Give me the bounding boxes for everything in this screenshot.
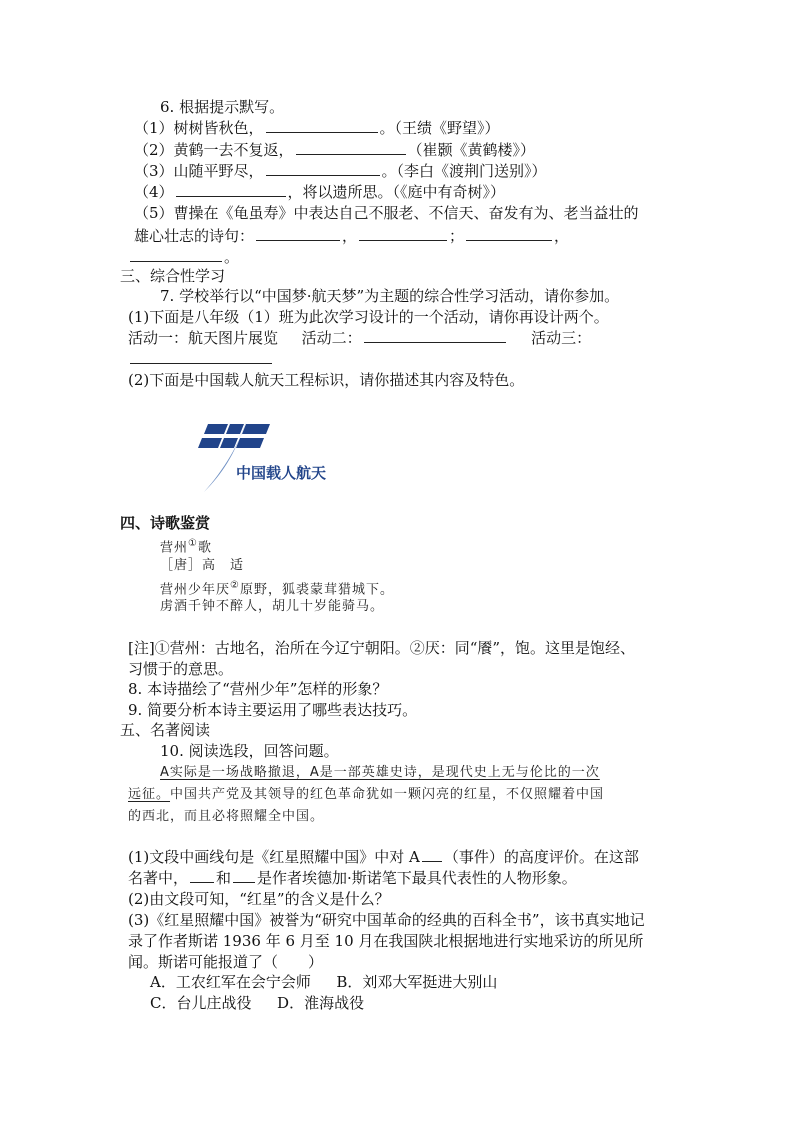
note-marker-2: ② <box>230 580 240 591</box>
q10-blank-person-2[interactable] <box>233 868 255 883</box>
punct-period: 。 <box>224 248 240 266</box>
excerpt-line-3: 的西北，而且必将照耀全中国。 <box>128 809 325 824</box>
q10-part-1-and: 和 <box>216 869 232 887</box>
poem-title <box>160 534 212 558</box>
option-a[interactable]: A．工农红军在会宁会师 <box>150 973 311 991</box>
q7-activities <box>128 328 591 348</box>
q6-item-5: （5）曹操在《龟虽寿》中表达自己不服老、不信天、奋发有为、老当益壮的 <box>134 204 639 222</box>
activity-2-blank[interactable] <box>364 328 506 343</box>
q6-item-5-end <box>128 247 239 267</box>
section-3-heading: 三、综合性学习 <box>120 267 226 285</box>
q10-options-row-1 <box>150 972 497 992</box>
punct-comma-2: ， <box>554 227 570 245</box>
q6-item-3 <box>134 161 547 181</box>
q9: 9. 简要分析本诗主要运用了哪些表达技巧。 <box>128 701 418 719</box>
poem-line-2: 虏酒千钟不醉人，胡儿十岁能骑马。 <box>160 599 385 614</box>
activity-2-label: 活动二： <box>301 329 362 347</box>
option-c[interactable]: C．台儿庄战役 <box>150 994 252 1012</box>
poem-author: ［唐］高 适 <box>160 558 245 573</box>
activity-3-blank[interactable] <box>130 349 272 364</box>
note-marker-1: ① <box>188 538 198 549</box>
poem-note-1: [注]①营州：古地名，治所在今辽宁朝阳。②厌：同“餍”，饱。这里是饱经、 <box>128 639 636 657</box>
q6-item-5-label: 雄心壮志的诗句： <box>134 227 255 245</box>
q6-item-4-source: ，将以遗所思。（《庭中有奇树》） <box>287 183 506 201</box>
q10-part-1-c: 名著中， <box>128 869 189 887</box>
q7-part-2: (2)下面是中国载人航天工程标识，请你描述其内容及特色。 <box>128 371 525 389</box>
poem-title-end: 歌 <box>197 540 212 556</box>
q6-blank-7[interactable] <box>466 226 552 241</box>
q6-item-1-source: 。（王绩《野望》） <box>379 119 500 137</box>
q6-blank-5[interactable] <box>256 226 340 241</box>
q10-blank-person-1[interactable] <box>190 868 214 883</box>
q6-item-5-cont <box>134 226 569 246</box>
poem-line-1-a: 营州少年厌 <box>160 582 231 598</box>
q10-title: 10. 阅读选段，回答问题。 <box>160 742 339 760</box>
excerpt-line-1: A实际是一场战略撤退，A是一部英雄史诗，是现代史上无与伦比的一次 <box>160 765 600 780</box>
q10-part-1 <box>128 847 639 867</box>
q6-item-1 <box>134 118 500 138</box>
q6-item-3-prefix: （3）山随平野尽， <box>134 162 264 180</box>
q6-blank-2[interactable] <box>296 140 406 155</box>
poem-note-2: 习惯于的意思。 <box>128 660 234 678</box>
q10-part-1-a: (1)文段中画线句是《红星照耀中国》中对 A <box>128 848 420 866</box>
q10-part-1-cont <box>128 868 577 888</box>
q10-part-2: (2)由文段可知，“红星”的含义是什么？ <box>128 890 390 908</box>
poem-title-main: 营州 <box>160 540 189 556</box>
punct-comma: ， <box>342 227 358 245</box>
q6-item-4-prefix: （4） <box>134 183 174 201</box>
poem-line-1-b: 原野，狐裘蒙茸猎城下。 <box>239 582 394 598</box>
china-manned-space-logo-icon <box>190 418 350 496</box>
q6-item-4 <box>134 182 505 202</box>
q6-item-3-source: 。（李白《渡荆门送别》） <box>381 162 547 180</box>
excerpt-line-2 <box>128 785 604 805</box>
logo-text: 中国载人航天 <box>236 464 327 482</box>
activity-1: 活动一：航天图片展览 <box>128 329 279 347</box>
excerpt-underlined-end: 远征。 <box>128 787 171 802</box>
q6-blank-1[interactable] <box>266 118 378 133</box>
q7-part-1: (1)下面是八年级（1）班为此次学习设计的一个活动，请你再设计两个。 <box>128 308 609 326</box>
q10-part-3-line-2: 录了作者斯诺 1936 年 6 月至 10 月在我国陕北根据地进行实地采访的所见所 <box>128 932 644 950</box>
q6-item-2-source: （崔颢《黄鹤楼》） <box>407 141 536 159</box>
q10-blank-event[interactable] <box>422 847 442 862</box>
q6-blank-3[interactable] <box>266 161 380 176</box>
option-d[interactable]: D．淮海战役 <box>277 994 365 1012</box>
activity-3-line <box>128 349 274 369</box>
q10-part-3-line-1: (3)《红星照耀中国》被誉为“研究中国革命的经典的百科全书”，该书真实地记 <box>128 911 645 929</box>
q7-title: 7. 学校举行以“中国梦·航天梦”为主题的综合性学习活动，请你参加。 <box>160 287 620 305</box>
q10-options-row-2 <box>150 993 364 1013</box>
q6-blank-8[interactable] <box>130 247 222 262</box>
q6-title: 6. 根据提示默写。 <box>160 98 285 116</box>
excerpt-line-2-rest: 中国共产党及其领导的红色革命犹如一颗闪亮的红星，不仅照耀着中国 <box>170 787 605 802</box>
q8: 8. 本诗描绘了“营州少年”怎样的形象？ <box>128 680 388 698</box>
activity-3-label: 活动三： <box>531 329 592 347</box>
q10-part-3-line-3: 闻。斯诺可能报道了（ ） <box>128 953 324 971</box>
q6-blank-4[interactable] <box>176 182 286 197</box>
q10-part-1-d: 是作者埃德加·斯诺笔下最具代表性的人物形象。 <box>257 869 577 887</box>
q6-item-1-prefix: （1）树树皆秋色， <box>134 119 264 137</box>
punct-semicolon: ； <box>449 227 465 245</box>
q10-part-1-b: （事件）的高度评价。在这部 <box>443 848 639 866</box>
option-b[interactable]: B．刘邓大军挺进大别山 <box>336 973 498 991</box>
q6-item-2 <box>134 140 535 160</box>
q6-item-2-prefix: （2）黄鹤一去不复返， <box>134 141 294 159</box>
q6-blank-6[interactable] <box>359 226 447 241</box>
section-4-heading: 四、诗歌鉴赏 <box>120 514 211 532</box>
section-5-heading: 五、名著阅读 <box>120 721 211 739</box>
